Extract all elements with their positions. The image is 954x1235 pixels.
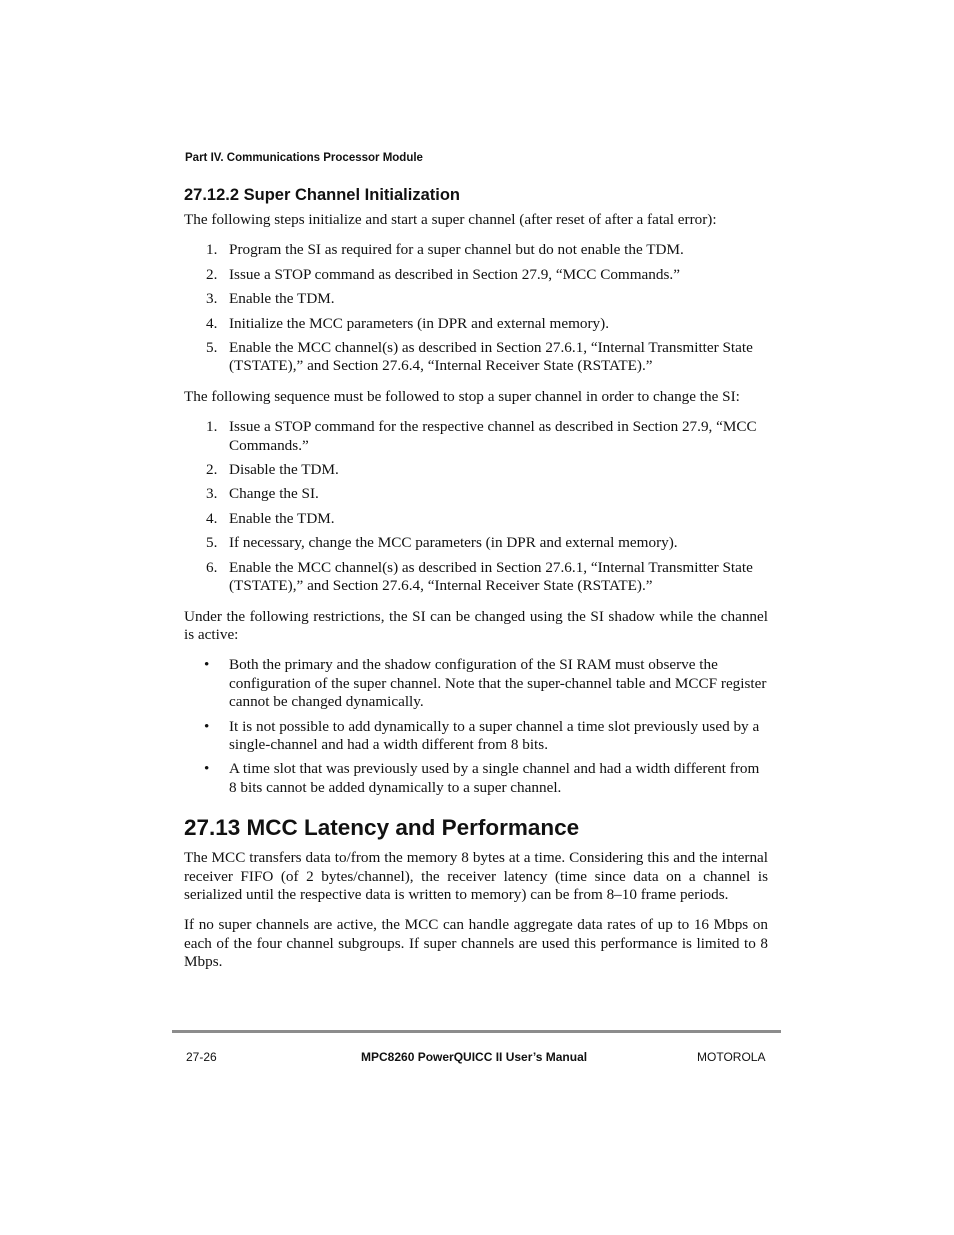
bullet-icon: • [204,760,210,778]
list-item [184,339,768,376]
subsection-heading: 27.12.2 Super Channel Initialization [184,186,460,204]
list-item-text: Enable the MCC channel(s) as described in Section 27.6.1, “Internal Transmitter State (TSTATE),” and Section 27.6.4, “Internal Receiver State (RSTATE).” [229,339,753,375]
list-item [184,315,768,333]
list-number: 2. [206,265,218,283]
list-number: 4. [206,509,218,527]
bullet-item-text: Both the primary and the shadow configuration of the SI RAM must observe the configuration of the super channel. Note that the super-channel table and MCCF register cannot be changed dynamically. [229,656,767,711]
restrictions-list [184,656,768,797]
stop-steps-list [184,418,768,595]
list-item [184,559,768,596]
list-item [184,241,768,259]
list-item-text: Issue a STOP command for the respective channel as described in Section 27.9, “MCC Commands.” [229,418,757,454]
list-item-text: Enable the TDM. [229,290,335,308]
list-item-text: Initialize the MCC parameters (in DPR and external memory). [229,314,609,332]
list-number: 1. [206,418,218,436]
footer-page-number: 27-26 [186,1050,217,1064]
bullet-icon: • [204,656,210,674]
restrictions-intro-paragraph: Under the following restrictions, the SI can be changed using the SI shadow while the channel is active: [184,607,768,643]
list-item [184,418,768,455]
list-item [184,461,768,479]
list-number: 5. [206,339,218,357]
list-item-text: Enable the MCC channel(s) as described in Section 27.6.1, “Internal Transmitter State (TSTATE),” and Section 27.6.4, “Internal Receiver State (RSTATE).” [229,558,753,595]
list-item-text: Program the SI as required for a super channel but do not enable the TDM. [229,241,684,259]
bullet-item-text: It is not possible to add dynamically to a super channel a time slot previously used by a single-channel and had a width different from 8 bits. [229,717,760,753]
list-item [184,266,768,284]
page-body [184,185,768,984]
list-item-text: If necessary, change the MCC parameters (in DPR and external memory). [229,534,678,552]
footer-manual-title: MPC8260 PowerQUICC II User’s Manual [361,1050,588,1064]
list-number: 3. [206,290,218,308]
list-number: 4. [206,314,218,332]
running-header: Part IV. Communications Processor Module [185,152,423,164]
bullet-item [184,760,768,797]
list-number: 2. [206,461,218,479]
list-item-text: Enable the TDM. [229,509,335,527]
bullet-icon: • [204,717,210,735]
section-heading: 27.13 MCC Latency and Performance [184,815,580,841]
list-item-text: Change the SI. [229,485,319,503]
list-item [184,290,768,308]
bullet-item-text: A time slot that was previously used by a single channel and had a width different from 8 bits cannot be added dynamically to a super channel. [229,760,760,796]
list-item [184,485,768,503]
footer-brand: MOTOROLA [697,1050,766,1064]
list-number: 1. [206,241,218,259]
bullet-item [184,718,768,755]
list-item [184,534,768,552]
list-number: 6. [206,558,218,576]
init-intro-paragraph: The following steps initialize and start a super channel (after reset of after a fatal error): [184,211,717,228]
latency-paragraph: The MCC transfers data to/from the memory 8 bytes at a time. Considering this and the internal receiver FIFO (of 2 bytes/channel), the receiver latency (time since data on a channel is serialized until the respective data is written to memory) can be from 8–10 frame periods. [184,849,768,903]
list-number: 5. [206,534,218,552]
list-item [184,510,768,528]
list-item-text: Disable the TDM. [229,461,339,479]
list-item-text: Issue a STOP command as described in Section 27.9, “MCC Commands.” [229,265,680,283]
footer-rule [172,1030,781,1033]
stop-intro-paragraph: The following sequence must be followed to stop a super channel in order to change the SI: [184,387,740,405]
bullet-item [184,656,768,711]
init-steps-list [184,241,768,375]
list-number: 3. [206,485,218,503]
performance-paragraph: If no super channels are active, the MCC can handle aggregate data rates of up to 16 Mbps on each of the four channel subgroups. If super channels are used this performance is limited to 8 Mbps. [184,916,768,971]
